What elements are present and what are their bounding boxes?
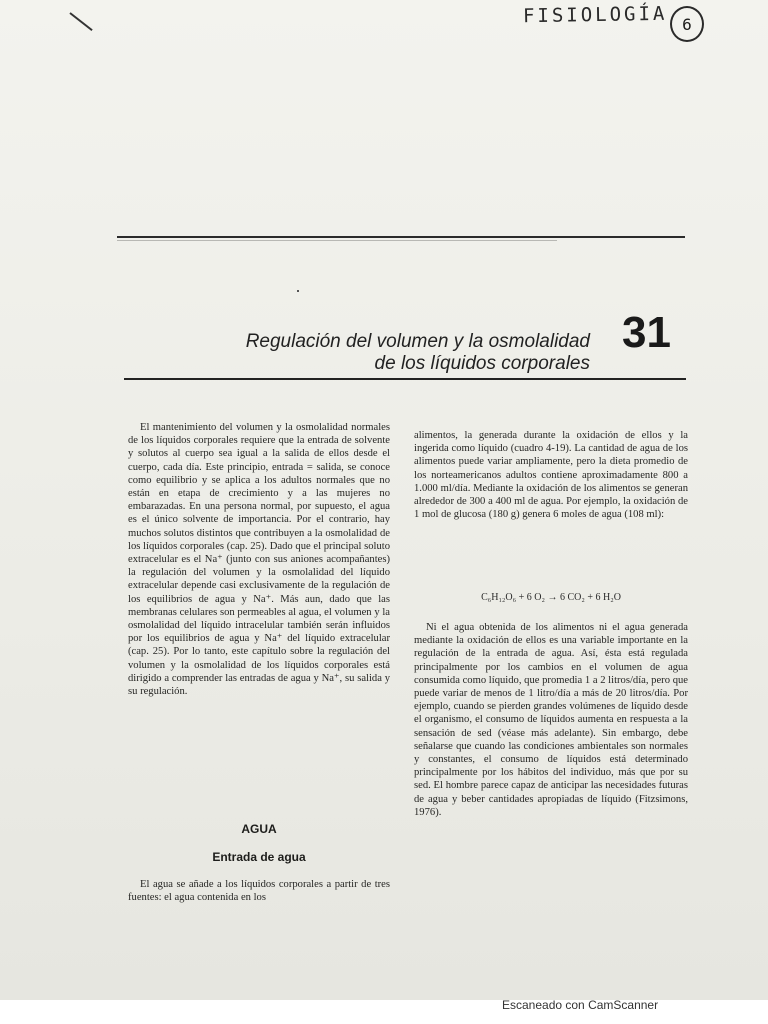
intro-paragraph: El mantenimiento del volumen y la osmolalidad normales de los líquidos corporales requiere que la entrada de solvente y solutos al cuerpo sea igual a la salida de ellos desde el cuerpo, cada día. Este principio, entrada = salida, se conoce como equilibrio y se aplica a los adultos normales que no están en etapa de crecimiento y a las mujeres no embarazadas. En una persona normal, por supuesto, el agua es el único solvente de importancia. Por el contrario, hay muchos solutos distintos que contribuyen a la osmolalidad de los líquidos corporales (cap. 25). Dado que el principal soluto extracelular es el Na⁺ (junto con sus aniones acompañantes) la regulación del volumen y la osmolalidad del líquido extracelular depende casi exclusivamente de la regulación de los equilibrios de agua y Na⁺. Más aun, dado que las membranas celulares son permeables al agua, el volumen y la osmolalidad del líquido intracelular también serán influidos por los equilibrios de agua y Na⁺ del líquido extracelular (cap. 25). Por lo tanto, este capítulo sobre la regulación del volumen y la osmolalidad de los líquidos corporales está dirigido a comprender las entradas de agua y Na⁺, su salida y su regulación. <box>128 422 390 698</box>
pen-stroke-mark <box>69 12 92 31</box>
continuation-paragraph: alimentos, la generada durante la oxidación de ellos y la ingerida como líquido (cuadro 4-19). La cantidad de agua de los alimentos puede variar ampliamente, pero la dieta promedio de los norteamericanos adultos contiene aproximadamente 800 a 1.000 ml/día. Mediante la oxidación de los alimentos se generan alrededor de 300 a 400 ml de agua. Por ejemplo, la oxidación de 1 mol de glucosa (180 g) genera 6 moles de agua (108 ml): <box>414 430 688 521</box>
section-heading: AGUA <box>241 822 277 836</box>
chapter-title-line1: Regulación del volumen y la osmolalidad <box>245 331 590 352</box>
circled-number: 6 <box>670 6 704 42</box>
scanner-watermark: Escaneado con CamScanner <box>502 998 659 1012</box>
chapter-title-line2: de los líquidos corporales <box>374 353 590 374</box>
left-bottom-column <box>128 878 390 904</box>
right-column-bottom <box>414 621 688 819</box>
left-column <box>128 421 390 698</box>
handwritten-note: FISIOLOGÍA <box>522 2 668 28</box>
title-rule <box>124 378 686 380</box>
top-rule <box>117 236 685 238</box>
subsection-heading: Entrada de agua <box>212 850 306 864</box>
water-sources-paragraph: El agua se añade a los líquidos corporales a partir de tres fuentes: el agua contenida en los <box>128 879 390 904</box>
chapter-title <box>200 331 590 375</box>
top-rule-faint <box>117 240 557 241</box>
speck <box>297 290 299 292</box>
chapter-number: 31 <box>622 308 671 357</box>
right-column-top <box>414 429 688 521</box>
glucose-oxidation-formula: C₆H₁₂O₆ + 6 O₂ → 6 CO₂ + 6 H₂O <box>481 592 621 603</box>
water-regulation-paragraph: Ni el agua obtenida de los alimentos ni el agua generada mediante la oxidación de ellos es una variable importante en la regulación de la entrada de agua. Así, ésta está regulada principalmente por los cambios en el volumen de agua consumida como líquido, que promedia 1 a 2 litros/día, pero que puede variar de menos de 1 litro/día a más de 20 litros/día. Por ejemplo, cuando se pierden grandes volúmenes de líquido desde el organismo, el consumo de líquidos aumenta en respuesta a la sensación de sed (véase más adelante). Sin embargo, debe señalarse que cuando las condiciones ambientales son normales y constantes, el consumo de líquidos está determinado principalmente por los hábitos del individuo, más que por su sed. El hombre parece capaz de anticipar las necesidades futuras de agua y beber cantidades apropiadas de líquido (Fitzsimons, 1976). <box>414 622 688 818</box>
